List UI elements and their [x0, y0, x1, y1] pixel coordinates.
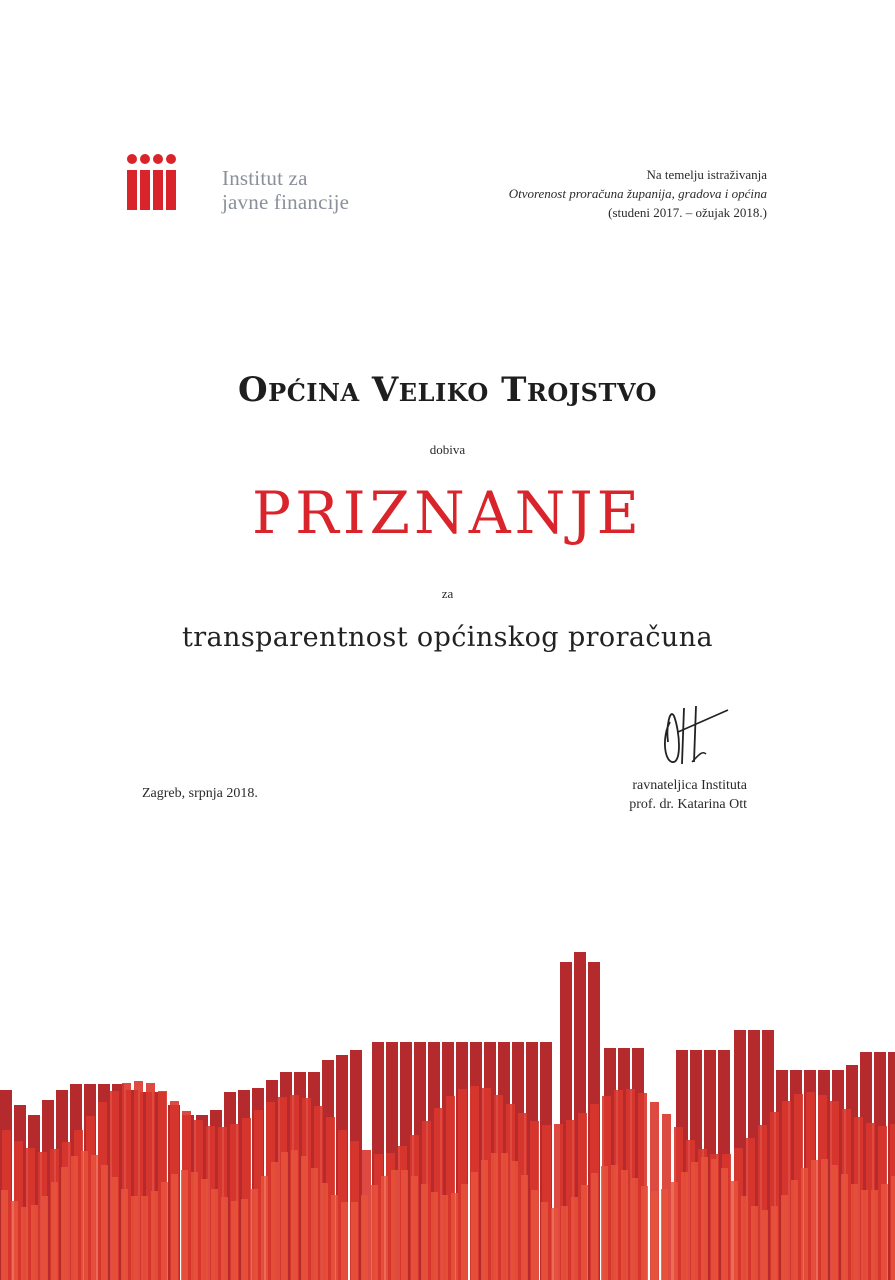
skyline-front-bar — [661, 1189, 668, 1280]
skyline-front-bar — [691, 1162, 698, 1280]
skyline-front-bar — [571, 1197, 578, 1280]
skyline-front-bar — [501, 1153, 508, 1280]
skyline-front-bar — [471, 1172, 478, 1280]
skyline-front-bar — [441, 1195, 448, 1280]
skyline-front-bar — [821, 1159, 828, 1280]
skyline-front-bar — [231, 1201, 238, 1280]
skyline-front-bar — [671, 1182, 678, 1280]
signer-role: ravnateljica Instituta — [632, 778, 747, 793]
skyline-front-bar — [521, 1175, 528, 1280]
skyline-front-bar — [51, 1182, 58, 1280]
skyline-front-bar — [31, 1205, 38, 1280]
skyline-front-bar — [861, 1190, 868, 1280]
skyline-front-bar — [631, 1178, 638, 1280]
skyline-front-bar — [371, 1185, 378, 1280]
skyline-front-bar — [791, 1180, 798, 1280]
institute-logo — [126, 152, 386, 222]
signer-name: prof. dr. Katarina Ott — [629, 797, 747, 812]
skyline-front-bar — [881, 1184, 888, 1280]
skyline-front-bar — [221, 1197, 228, 1280]
skyline-front-bar — [351, 1202, 358, 1280]
skyline-front-bar — [11, 1201, 18, 1280]
skyline-front-bar — [361, 1195, 368, 1280]
skyline-front-bar — [731, 1181, 738, 1280]
skyline-front-bar — [431, 1192, 438, 1280]
skyline-front-bar — [61, 1167, 68, 1280]
skyline-front-bar — [421, 1184, 428, 1280]
research-note-line1: Na temelju istraživanja — [646, 167, 767, 182]
skyline-front-bar — [591, 1173, 598, 1280]
skyline-front-bar — [111, 1177, 118, 1280]
skyline-front-bar — [781, 1195, 788, 1280]
skyline-front-bar — [601, 1166, 608, 1280]
handwritten-signature — [656, 702, 736, 770]
institute-name-line1: Institut za — [222, 166, 308, 190]
skyline-front-bar — [281, 1152, 288, 1280]
skyline-front-bar — [611, 1165, 618, 1280]
skyline-front-bar — [21, 1207, 28, 1280]
research-note — [447, 165, 767, 222]
research-title: Otvorenost proračuna županija, gradova i općina — [508, 186, 767, 201]
skyline-front-bar — [391, 1170, 398, 1280]
skyline-front-bar — [101, 1165, 108, 1280]
skyline-front-bar — [331, 1195, 338, 1280]
skyline-front-bar — [651, 1191, 658, 1280]
skyline-front-bar — [301, 1156, 308, 1280]
award-title: PRIZNANJE — [252, 479, 643, 547]
skyline-front-bar — [261, 1176, 268, 1280]
skyline-front-bar — [851, 1184, 858, 1280]
skyline-front-bar — [241, 1199, 248, 1280]
decorative-skyline — [0, 940, 895, 1280]
skyline-front-bar — [641, 1186, 648, 1280]
skyline-front-bar — [131, 1196, 138, 1280]
for-label: za — [441, 586, 454, 601]
skyline-front-bar — [211, 1189, 218, 1280]
signer-block — [507, 776, 747, 814]
award-purpose: transparentnost općinskog proračuna — [181, 622, 713, 653]
skyline-front-bar — [871, 1190, 878, 1280]
skyline-front-bar — [741, 1196, 748, 1280]
recipient-name: Općina Veliko Trojstvo — [238, 370, 657, 410]
skyline-front-bar — [291, 1150, 298, 1280]
skyline-front-bar — [771, 1206, 778, 1280]
institute-name-line2: javne financije — [222, 190, 350, 214]
skyline-front-bar — [41, 1196, 48, 1280]
skyline-front-bar — [831, 1165, 838, 1280]
skyline-front-bar — [711, 1159, 718, 1280]
skyline-front-bar — [891, 1176, 895, 1280]
skyline-front-bar — [811, 1160, 818, 1280]
place-date: Zagreb, srpnja 2018. — [142, 786, 258, 801]
skyline-front-bar — [141, 1196, 148, 1280]
skyline-front-bar — [191, 1172, 198, 1280]
skyline-front-bar — [681, 1172, 688, 1280]
skyline-front-bar — [251, 1189, 258, 1280]
skyline-front-bar — [551, 1208, 558, 1280]
skyline-front-bar — [151, 1191, 158, 1280]
skyline-front-bar — [171, 1174, 178, 1280]
skyline-front-bar — [581, 1185, 588, 1280]
skyline-front-bar — [1, 1190, 8, 1280]
skyline-front-bar — [751, 1206, 758, 1280]
skyline-front-bar — [311, 1168, 318, 1280]
skyline-front-bar — [701, 1157, 708, 1280]
skyline-front-bar — [841, 1174, 848, 1280]
skyline-front-bar — [561, 1206, 568, 1280]
skyline-front-bar — [271, 1162, 278, 1280]
skyline-front-bar — [491, 1153, 498, 1280]
skyline-front-bar — [321, 1183, 328, 1280]
institute-name — [222, 166, 349, 214]
skyline-front-bar — [161, 1182, 168, 1280]
skyline-front-bar — [761, 1210, 768, 1280]
skyline-front-bar — [411, 1176, 418, 1280]
skyline-front-bar — [81, 1151, 88, 1280]
skyline-front-bar — [341, 1202, 348, 1280]
skyline-front-bar — [381, 1176, 388, 1280]
skyline-front-bar — [71, 1156, 78, 1280]
gets-label: dobiva — [429, 442, 466, 457]
skyline-front-bar — [621, 1170, 628, 1280]
research-period: (studeni 2017. – ožujak 2018.) — [608, 205, 767, 220]
skyline-front-bar — [401, 1170, 408, 1280]
skyline-front-bar — [451, 1193, 458, 1280]
skyline-front-bar — [91, 1155, 98, 1280]
skyline-front-bar — [801, 1168, 808, 1280]
skyline-front-bar — [121, 1189, 128, 1280]
skyline-front-bar — [541, 1202, 548, 1280]
skyline-front-bar — [181, 1170, 188, 1280]
skyline-front-bar — [721, 1168, 728, 1280]
skyline-front-bar — [481, 1160, 488, 1280]
skyline-front-bar — [201, 1179, 208, 1280]
skyline-front-bar — [461, 1184, 468, 1280]
institute-logo-mark-icon — [126, 152, 178, 212]
skyline-front-bar — [531, 1190, 538, 1280]
skyline-front-bar — [511, 1161, 518, 1280]
